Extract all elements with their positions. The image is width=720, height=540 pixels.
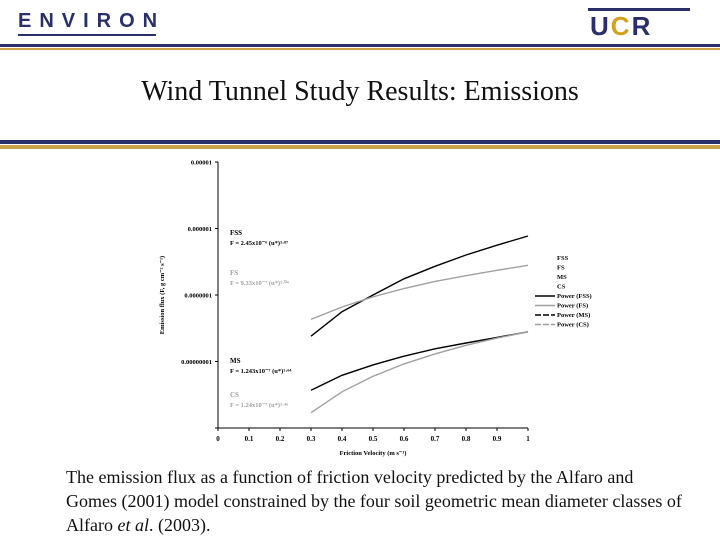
legend-entry: Power (CS) [557,321,589,329]
emission-flux-chart [150,150,620,460]
x-tick-label: 0.8 [461,435,471,443]
x-tick-label: 0 [216,435,220,443]
x-tick-label: 0.1 [244,435,254,443]
x-tick-label: 0.3 [306,435,316,443]
header-rule-gold [0,48,720,50]
x-axis-label: Friction Velocity (m s⁻¹) [339,450,407,457]
series-line-power-fss [311,236,528,336]
ucr-logo-letter-c: C [610,11,632,41]
x-tick-label: 0.5 [368,435,378,443]
annotation-equation: F = 2.45x10⁻⁶ (u*)³·⁸⁷ [230,240,289,247]
legend-entry: CS [557,283,566,291]
title-rule-blue [0,140,720,144]
caption-et-al: et al [117,515,149,535]
x-tick-label: 0.4 [337,435,347,443]
slide-title: Wind Tunnel Study Results: Emissions [141,76,579,107]
x-tick-label: 1 [526,435,530,443]
annotation-equation: F = 1.24x10⁻⁷ (u*)³·⁴⁶ [230,402,289,409]
y-tick-label: 0.00001 [190,159,212,167]
legend-entry: Power (FSS) [557,293,592,300]
ucr-logo [588,8,690,40]
x-tick-label: 0.6 [399,435,409,443]
annotation-label: FS [230,269,239,277]
environ-logo-underline [18,34,156,36]
legend-entry: Power (FS) [557,302,589,310]
annotation-label: CS [230,391,239,399]
y-tick-label: 0.00000001 [181,359,212,366]
environ-logo-text: ENVIRON [18,10,166,32]
caption-year: . (2003). [148,515,211,535]
ucr-logo-letter-r: R [631,11,653,41]
y-tick-label: 0.000001 [187,226,212,233]
environ-logo [18,10,166,36]
caption-text: The emission flux as a function of friction velocity predicted by the Alfaro and Gomes (2001) model constrained by the four soil geometric mean diameter classes of Alfaro [66,467,682,535]
series-line-power-ms [311,332,528,390]
annotation-label: MS [230,357,241,365]
legend-entry: FSS [557,255,569,262]
y-axis-label: Emission flux (F, g cm⁻² s⁻¹) [159,255,166,335]
legend-entry: FS [557,264,565,272]
x-tick-label: 0.9 [492,435,502,443]
header-rule-blue [0,44,720,47]
annotation-label: FSS [230,229,243,237]
x-tick-label: 0.2 [275,435,285,443]
ucr-logo-letter-u: U [590,11,611,41]
annotation-equation: F = 1.243x10⁻⁷ (u*)¹·⁶⁴ [230,368,292,375]
slide-caption [66,465,686,537]
y-tick-label: 0.0000001 [184,292,212,300]
title-rule-gold [0,145,720,149]
series-line-power-cs [311,332,528,413]
x-tick-label: 0.7 [430,435,440,443]
legend-entry: Power (MS) [557,312,591,319]
annotation-equation: F = 9.33x10⁻⁷ (u*)³·⁰⁴ [230,280,289,287]
legend-entry: MS [557,274,567,281]
ucr-logo-text [590,12,652,40]
